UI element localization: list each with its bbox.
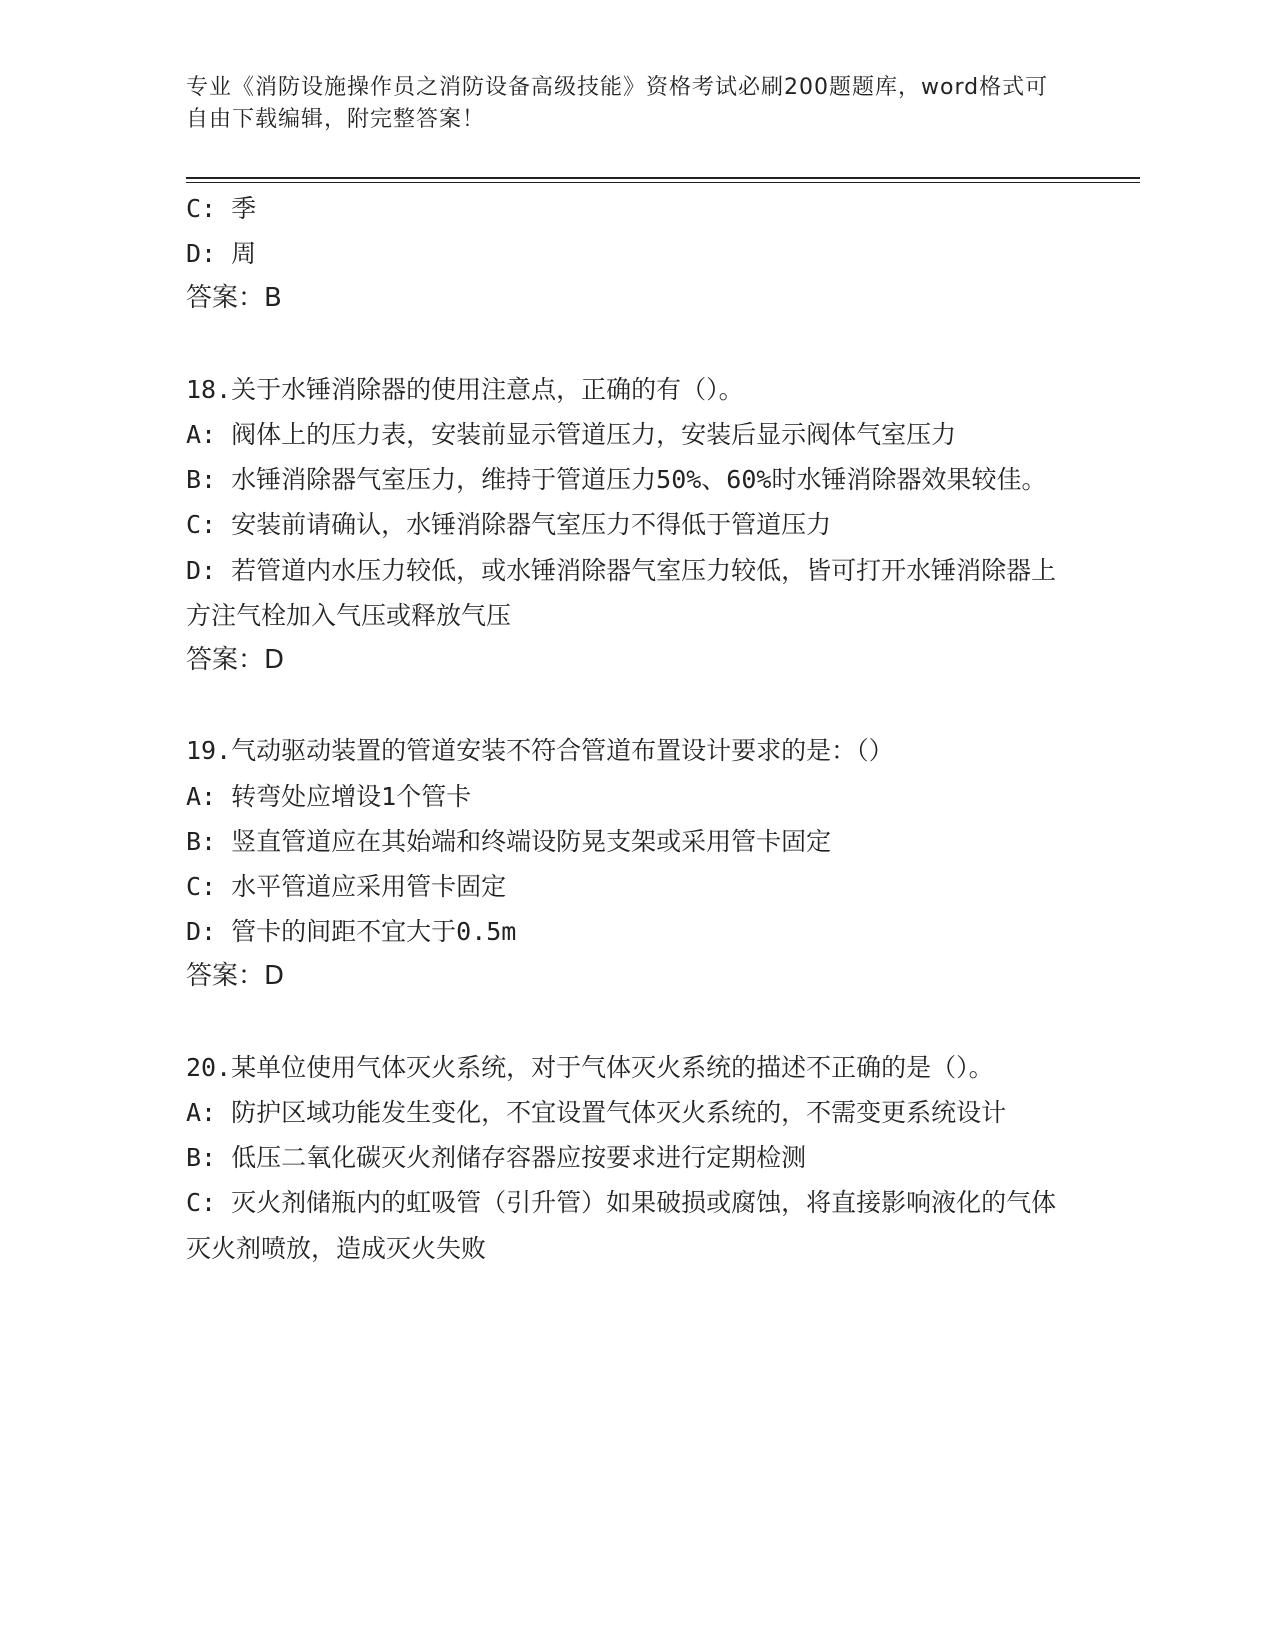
answer-line: 答案：D bbox=[186, 645, 285, 676]
option-a: A: 转弯处应增设1个管卡 bbox=[186, 781, 472, 811]
spacer bbox=[186, 322, 1076, 367]
document-body bbox=[186, 186, 1076, 1271]
option-c: C: 安装前请确认，水锤消除器气室压力不得低于管道压力 bbox=[186, 510, 832, 540]
option-d: D: 管卡的间距不宜大于0.5m bbox=[186, 917, 517, 947]
option-d: D: 周 bbox=[186, 239, 257, 269]
question-17-continuation bbox=[186, 186, 1076, 322]
question-18 bbox=[186, 367, 1076, 683]
option-d: D: 若管道内水压力较低，或水锤消除器气室压力较低，皆可打开水锤消除器上方注气栓加入气压或释放气压 bbox=[186, 555, 1057, 630]
option-a: A: 阀体上的压力表，安装前显示管道压力，安装后显示阀体气室压力 bbox=[186, 420, 957, 449]
option-b: B: 低压二氧化碳灭火剂储存容器应按要求进行定期检测 bbox=[186, 1143, 807, 1173]
option-b: B: 水锤消除器气室压力，维持于管道压力50%、60%时水锤消除器效果较佳。 bbox=[186, 465, 1047, 495]
header-title: 专业《消防设施操作员之消防设备高级技能》资格考试必刷200题题库，word格式可自由下载编辑，附完整答案！ bbox=[186, 75, 1049, 132]
document-header bbox=[186, 72, 1066, 136]
header-divider-thin bbox=[186, 182, 1140, 183]
header-divider-thick bbox=[186, 177, 1140, 179]
option-a: A: 防护区域功能发生变化，不宜设置气体灭火系统的，不需变更系统设计 bbox=[186, 1098, 1007, 1128]
spacer bbox=[186, 683, 1076, 728]
question-stem: 20.某单位使用气体灭火系统，对于气体灭火系统的描述不正确的是（）。 bbox=[186, 1052, 994, 1082]
answer-line: 答案：B bbox=[186, 283, 282, 314]
question-19 bbox=[186, 728, 1076, 999]
question-stem: 18.关于水锤消除器的使用注意点，正确的有（）。 bbox=[186, 374, 744, 404]
question-stem: 19.气动驱动装置的管道安装不符合管道布置设计要求的是：（） bbox=[186, 736, 894, 766]
option-b: B: 竖直管道应在其始端和终端设防晃支架或采用管卡固定 bbox=[186, 826, 832, 856]
question-20 bbox=[186, 1045, 1076, 1271]
spacer bbox=[186, 1000, 1076, 1045]
option-c: C: 季 bbox=[186, 194, 257, 223]
option-c: C: 灭火剂储瓶内的虹吸管（引升管）如果破损或腐蚀，将直接影响液化的气体灭火剂喷放，造成灭火失败 bbox=[186, 1188, 1057, 1263]
answer-line: 答案：D bbox=[186, 961, 285, 992]
option-c: C: 水平管道应采用管卡固定 bbox=[186, 872, 507, 902]
